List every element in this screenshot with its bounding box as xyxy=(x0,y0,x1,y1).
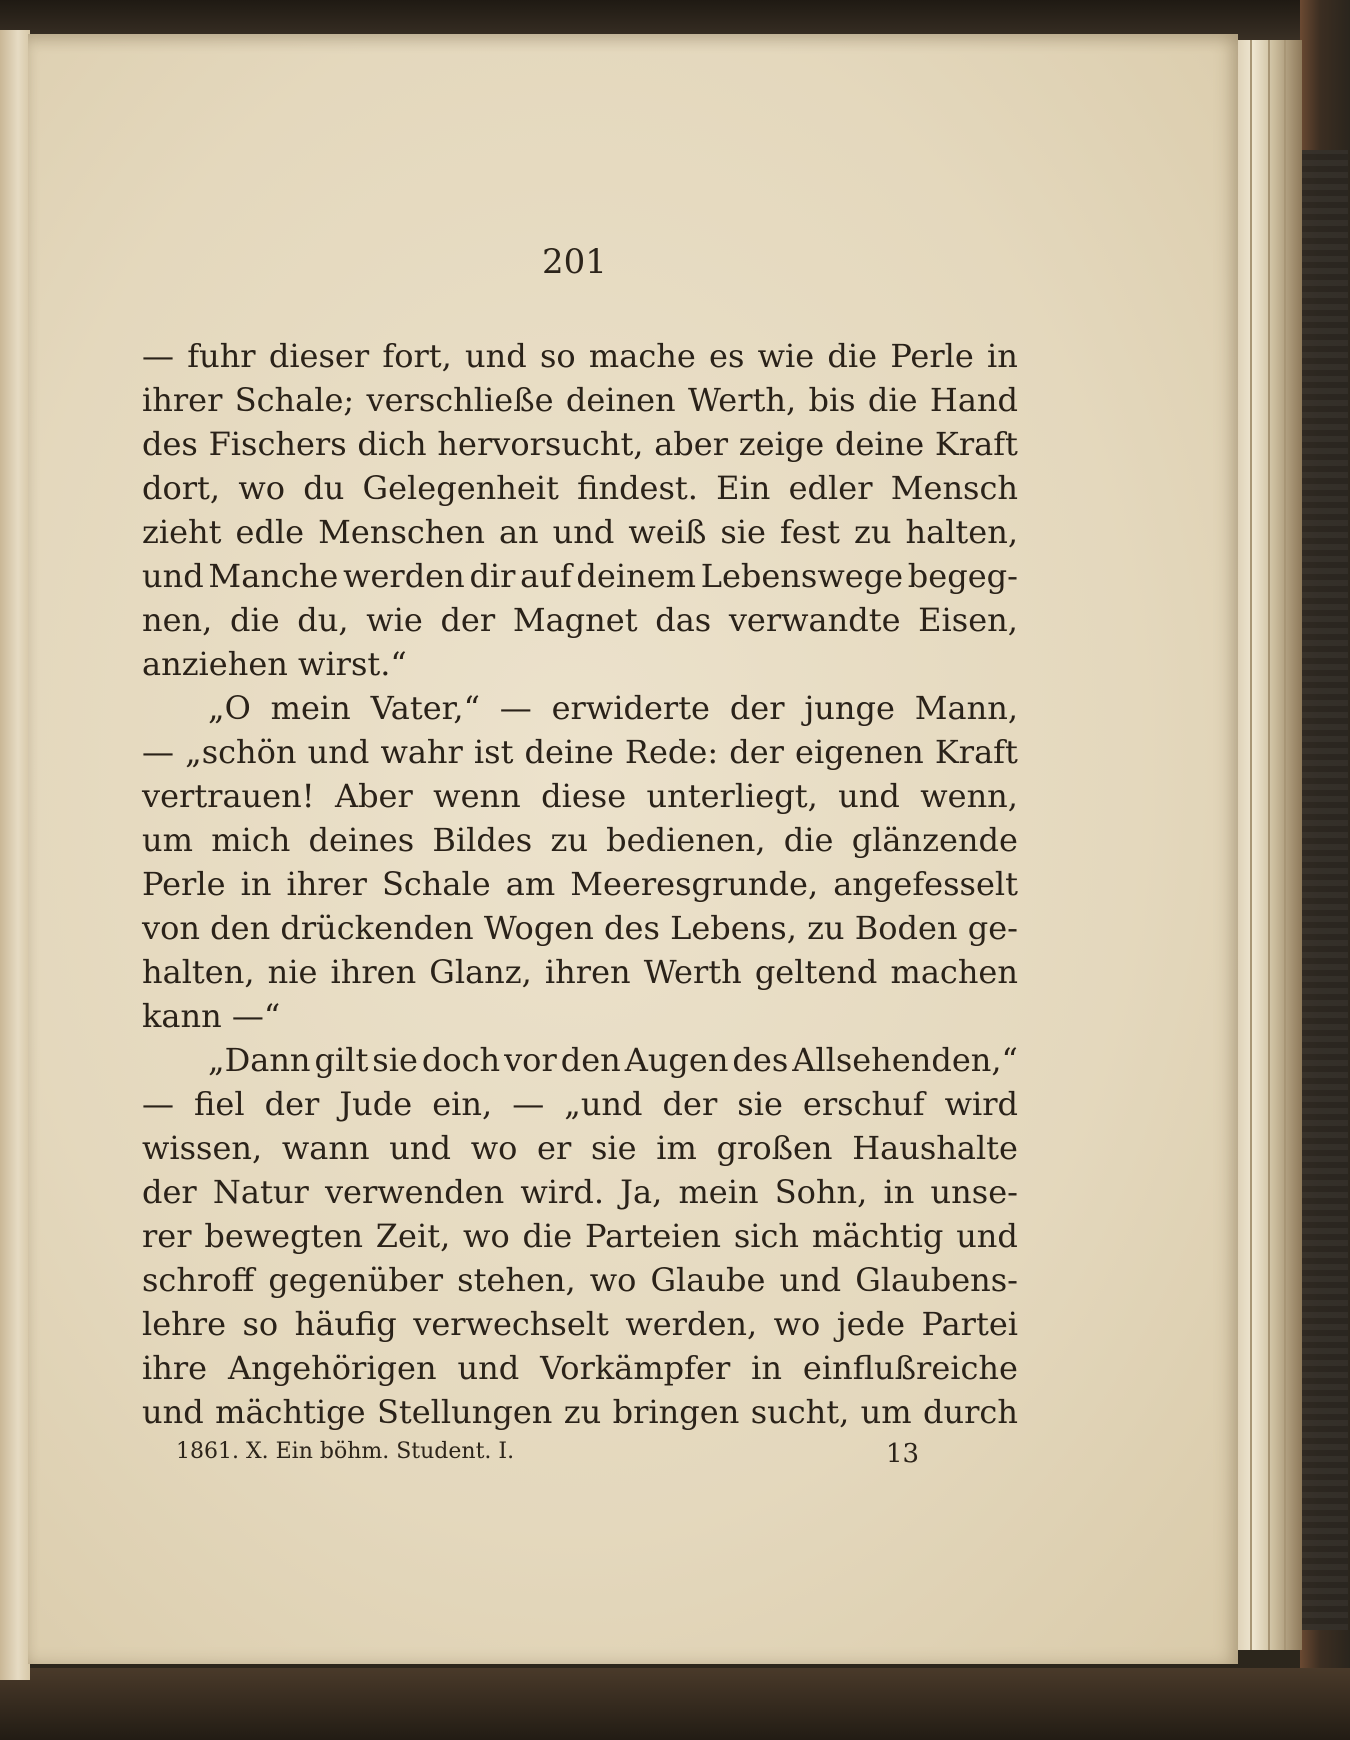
text-word: das xyxy=(655,601,712,639)
text-word: Lebens, xyxy=(670,909,797,947)
text-word: du, xyxy=(297,601,349,639)
text-line xyxy=(142,1214,1018,1258)
text-word: Allsehenden,“ xyxy=(792,1041,1018,1079)
text-word: halten, xyxy=(905,513,1018,551)
text-word: am xyxy=(505,865,556,903)
text-word: edler xyxy=(788,469,873,507)
text-word: Werth xyxy=(643,953,742,991)
text-word: „schön xyxy=(185,733,297,771)
text-word: um xyxy=(142,821,193,859)
text-word: wo xyxy=(773,1305,821,1343)
text-word: im xyxy=(656,1129,697,1167)
text-word: ihren xyxy=(544,953,631,991)
page-edges xyxy=(1232,40,1302,1650)
text-word: Perle xyxy=(142,865,226,903)
text-word: drückenden xyxy=(280,909,474,947)
text-line xyxy=(142,510,1018,554)
text-word: Ein xyxy=(716,469,771,507)
text-word: wenn xyxy=(433,777,521,815)
text-word: machen xyxy=(890,953,1018,991)
text-word: in xyxy=(987,337,1018,375)
text-line xyxy=(142,1170,1018,1214)
text-word: Mann, xyxy=(914,689,1018,727)
text-word: sucht, xyxy=(750,1393,850,1431)
text-word: Perle xyxy=(890,337,974,375)
text-word: wissen, xyxy=(142,1129,263,1167)
text-word: Werth, xyxy=(687,381,797,419)
text-word: deinem xyxy=(576,557,696,595)
text-word: werden, xyxy=(625,1305,758,1343)
text-word: wo xyxy=(238,469,285,507)
text-word: des xyxy=(732,1041,789,1079)
text-word: so xyxy=(242,1305,279,1343)
text-word: Angehörigen xyxy=(228,1349,437,1387)
text-word: Glaubens- xyxy=(855,1261,1018,1299)
text-word: Boden xyxy=(854,909,958,947)
text-word: des xyxy=(142,425,198,463)
text-word: des xyxy=(604,909,660,947)
text-word: erschuf xyxy=(802,1085,925,1123)
text-word: — xyxy=(142,1085,174,1123)
text-word: deine xyxy=(834,425,925,463)
text-word: glänzende xyxy=(851,821,1018,859)
page-edge-line xyxy=(1268,40,1270,1650)
text-word: mächtige xyxy=(215,1393,366,1431)
text-word: verwandte xyxy=(728,601,901,639)
text-word: einflußreiche xyxy=(802,1349,1018,1387)
text-word: angefesselt xyxy=(833,865,1018,903)
text-word: mache xyxy=(588,337,696,375)
text-line-content: kann —“ xyxy=(142,997,281,1035)
text-word: begeg- xyxy=(907,557,1018,595)
text-word: der xyxy=(729,733,784,771)
text-word: mich xyxy=(211,821,291,859)
text-line xyxy=(142,686,1018,730)
text-word: in xyxy=(240,865,272,903)
text-line xyxy=(142,1038,1018,1082)
text-word: schroff xyxy=(142,1261,255,1299)
text-word: ihrer xyxy=(142,381,223,419)
text-word: nen, xyxy=(142,601,213,639)
text-word: ein, xyxy=(432,1085,493,1123)
text-word: vor xyxy=(504,1041,557,1079)
text-word: der xyxy=(142,1173,197,1211)
book-binding xyxy=(1302,150,1348,1630)
text-word: lehre xyxy=(142,1305,227,1343)
text-word: Schale xyxy=(381,865,491,903)
text-word: bis xyxy=(808,381,856,419)
text-word: Hand xyxy=(929,381,1018,419)
text-word: vertrauen! xyxy=(142,777,315,815)
text-line xyxy=(142,642,1018,686)
text-word: ist xyxy=(473,733,514,771)
text-word: die xyxy=(783,821,834,859)
text-word: zu xyxy=(854,513,892,551)
text-word: Wogen xyxy=(483,909,594,947)
text-word: Kraft xyxy=(934,425,1018,463)
text-word: die xyxy=(867,381,918,419)
text-word: Zeit, xyxy=(375,1217,451,1255)
text-word: ihre xyxy=(142,1349,208,1387)
text-word: wie xyxy=(757,337,815,375)
text-word: zu xyxy=(550,821,588,859)
body-text xyxy=(142,334,1018,1434)
text-word: hervorsucht, xyxy=(437,425,644,463)
text-word: wo xyxy=(470,1129,518,1167)
text-word: und xyxy=(552,513,615,551)
text-word: dort, xyxy=(142,469,221,507)
text-word: „Dann xyxy=(208,1041,311,1079)
text-word: Vorkämpfer xyxy=(540,1349,731,1387)
text-word: Jude xyxy=(339,1085,413,1123)
text-word: bringen xyxy=(612,1393,740,1431)
text-word: von xyxy=(142,909,200,947)
text-word: zeige xyxy=(738,425,825,463)
text-word: die xyxy=(229,601,280,639)
text-word: Fischers xyxy=(208,425,347,463)
text-line xyxy=(142,862,1018,906)
text-word: — xyxy=(142,337,174,375)
text-word: — xyxy=(512,1085,545,1123)
text-word: gegenüber xyxy=(268,1261,444,1299)
text-line xyxy=(142,730,1018,774)
book-page xyxy=(28,34,1238,1664)
text-word: stehen, xyxy=(457,1261,576,1299)
text-word: und xyxy=(956,1217,1018,1255)
text-line xyxy=(142,334,1018,378)
text-word: mein xyxy=(678,1173,759,1211)
previous-page-edge xyxy=(0,30,30,1680)
text-word: deine xyxy=(524,733,614,771)
text-word: geltend xyxy=(754,953,878,991)
text-word: Vater,“ xyxy=(370,689,480,727)
text-word: sie xyxy=(590,1129,637,1167)
text-word: wo xyxy=(589,1261,637,1299)
text-word: fuhr xyxy=(187,337,256,375)
text-word: sie xyxy=(737,1085,783,1123)
text-word: verwechselt xyxy=(413,1305,609,1343)
text-word: Bildes xyxy=(432,821,533,859)
text-word: deinen xyxy=(565,381,676,419)
sheet-number: 13 xyxy=(886,1439,920,1469)
text-word: und xyxy=(838,777,900,815)
text-word: — xyxy=(142,733,174,771)
text-word: sich xyxy=(733,1217,800,1255)
text-word: der xyxy=(662,1085,718,1123)
text-word: Augen xyxy=(624,1041,729,1079)
text-word: jede xyxy=(836,1305,906,1343)
text-line xyxy=(142,1302,1018,1346)
text-word: unterliegt, xyxy=(646,777,818,815)
text-word: durch xyxy=(923,1393,1018,1431)
text-word: junge xyxy=(804,689,895,727)
text-line xyxy=(142,818,1018,862)
text-word: aber xyxy=(654,425,729,463)
text-word: den xyxy=(560,1041,621,1079)
text-word: und xyxy=(779,1261,842,1299)
text-word: Eisen, xyxy=(918,601,1018,639)
text-line xyxy=(142,1346,1018,1390)
text-word: weiß xyxy=(628,513,707,551)
text-word: dieser xyxy=(268,337,370,375)
page-edge-line xyxy=(1250,40,1252,1650)
text-line xyxy=(142,598,1018,642)
text-word: Magnet xyxy=(512,601,638,639)
text-word: in xyxy=(883,1173,915,1211)
text-word: wird xyxy=(944,1085,1018,1123)
text-word: „und xyxy=(564,1085,643,1123)
text-line xyxy=(142,378,1018,422)
text-word: Manche xyxy=(208,557,339,595)
text-word: Schale; xyxy=(234,381,355,419)
text-line xyxy=(142,906,1018,950)
text-word: Rede: xyxy=(624,733,719,771)
text-word: Ja, xyxy=(620,1173,663,1211)
text-word: fort, xyxy=(382,337,452,375)
text-word: ihren xyxy=(330,953,417,991)
text-word: bewegten xyxy=(204,1217,363,1255)
text-word: du xyxy=(303,469,345,507)
text-line xyxy=(142,950,1018,994)
text-line xyxy=(142,1390,1018,1434)
text-word: rer xyxy=(142,1217,192,1255)
text-word: ge- xyxy=(967,909,1018,947)
text-word: diese xyxy=(541,777,627,815)
text-word: zu xyxy=(563,1393,602,1431)
text-line xyxy=(142,466,1018,510)
text-word: nie xyxy=(267,953,318,991)
text-word: in xyxy=(751,1349,782,1387)
text-word: die xyxy=(522,1217,573,1255)
text-word: Aber xyxy=(334,777,413,815)
text-word: Menschen xyxy=(318,513,485,551)
text-word: Haushalte xyxy=(852,1129,1018,1167)
text-word: deines xyxy=(308,821,415,859)
text-word: eigenen xyxy=(795,733,924,771)
text-line xyxy=(142,1258,1018,1302)
text-line xyxy=(142,1126,1018,1170)
text-word: und xyxy=(389,1129,451,1167)
text-word: und xyxy=(307,733,370,771)
text-word: halten, xyxy=(142,953,255,991)
text-word: Kraft xyxy=(934,733,1018,771)
text-word: auf xyxy=(520,557,572,595)
text-word: bedienen, xyxy=(606,821,766,859)
text-word: und xyxy=(457,1349,520,1387)
text-word: wenn, xyxy=(920,777,1018,815)
page-number: 201 xyxy=(542,242,607,282)
text-word: „O xyxy=(208,689,251,727)
text-word: zieht xyxy=(142,513,222,551)
text-word: wann xyxy=(281,1129,370,1167)
text-word: edle xyxy=(235,513,305,551)
text-word: Glanz, xyxy=(429,953,532,991)
text-word: Partei xyxy=(921,1305,1018,1343)
text-word: die xyxy=(827,337,878,375)
text-word: findest. xyxy=(577,469,698,507)
text-word: dir xyxy=(469,557,516,595)
text-word: so xyxy=(539,337,576,375)
text-word: den xyxy=(210,909,271,947)
text-word: unse- xyxy=(930,1173,1018,1211)
text-word: gilt xyxy=(314,1041,369,1079)
text-word: an xyxy=(498,513,539,551)
book-cover-bottom xyxy=(0,1668,1350,1740)
text-word: mächtig xyxy=(811,1217,944,1255)
text-word: großen xyxy=(716,1129,833,1167)
text-word: Lebenswege xyxy=(700,557,904,595)
text-word: um xyxy=(860,1393,912,1431)
text-word: werden xyxy=(343,557,465,595)
printer-signature: 1861. X. Ein böhm. Student. I. xyxy=(176,1439,515,1464)
text-word: der xyxy=(440,601,496,639)
text-word: erwiderte xyxy=(551,689,710,727)
text-line xyxy=(142,422,1018,466)
text-word: häufig xyxy=(294,1305,397,1343)
text-word: ihrer xyxy=(286,865,367,903)
text-word: mein xyxy=(270,689,351,727)
text-word: und xyxy=(142,1393,204,1431)
text-line xyxy=(142,994,1018,1038)
text-word: sie xyxy=(372,1041,418,1079)
text-word: Meeresgrunde, xyxy=(570,865,819,903)
text-word: Mensch xyxy=(890,469,1018,507)
text-word: Stellungen xyxy=(376,1393,553,1431)
text-word: der xyxy=(264,1085,320,1123)
text-word: er xyxy=(537,1129,572,1167)
text-word: Parteien xyxy=(584,1217,722,1255)
text-word: wo xyxy=(463,1217,510,1255)
text-word: zu xyxy=(807,909,845,947)
text-word: und xyxy=(465,337,527,375)
text-word: verwenden xyxy=(324,1173,505,1211)
text-word: fiel xyxy=(194,1085,245,1123)
text-word: und xyxy=(142,557,204,595)
text-line xyxy=(142,554,1018,598)
text-line xyxy=(142,1082,1018,1126)
text-word: wird. xyxy=(520,1173,604,1211)
text-word: — xyxy=(499,689,532,727)
text-word: dich xyxy=(357,425,427,463)
text-word: wahr xyxy=(380,733,463,771)
page-edge-line xyxy=(1284,40,1286,1650)
text-word: verschließe xyxy=(366,381,554,419)
text-word: der xyxy=(729,689,785,727)
text-word: fest xyxy=(779,513,840,551)
text-word: Gelegenheit xyxy=(362,469,559,507)
text-word: es xyxy=(709,337,745,375)
text-line-content: anziehen wirst.“ xyxy=(142,645,407,683)
text-line xyxy=(142,774,1018,818)
text-word: sie xyxy=(720,513,766,551)
text-word: Natur xyxy=(212,1173,309,1211)
text-word: doch xyxy=(421,1041,501,1079)
text-word: Glaube xyxy=(650,1261,766,1299)
text-word: wie xyxy=(366,601,423,639)
text-word: Sohn, xyxy=(774,1173,868,1211)
